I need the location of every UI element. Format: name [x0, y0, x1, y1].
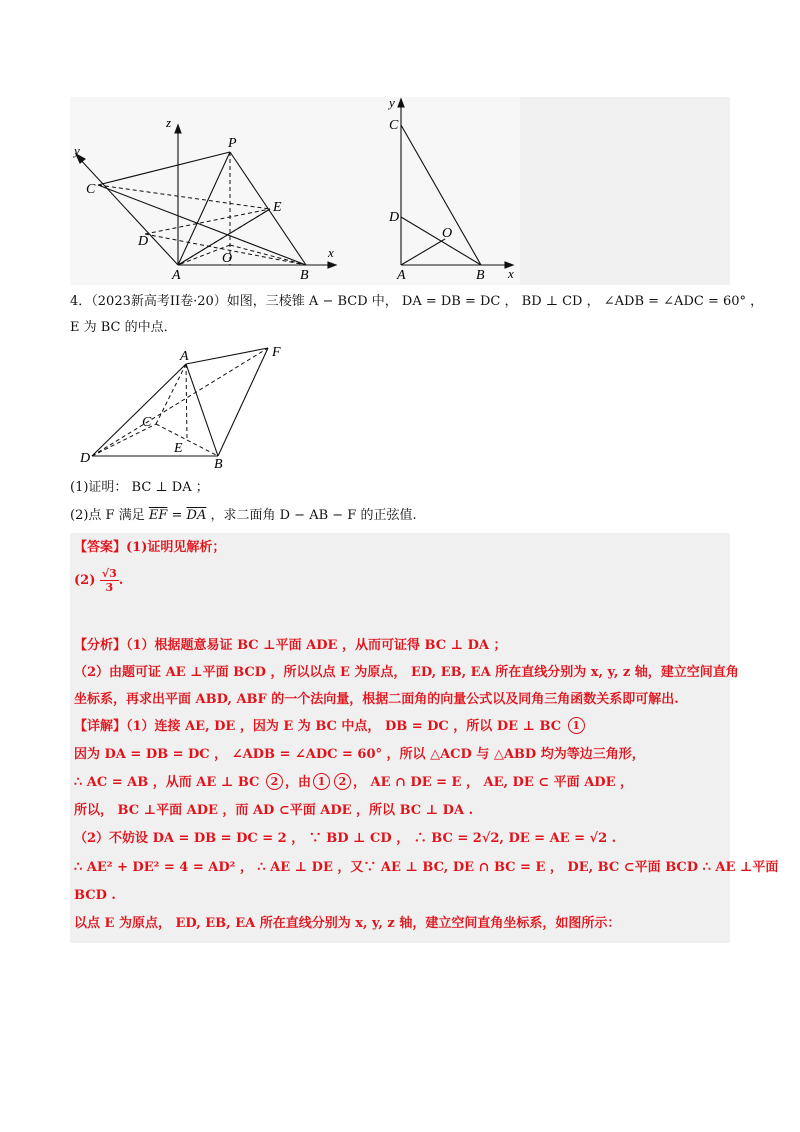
detail-line-8: 以点 E 为原点， ED, EB, EA 所在直线分别为 x, y, z 轴，建立空间直角坐标系，如图所示：: [74, 916, 621, 931]
question-2-tail: ，求二面角 D − AB − F 的正弦值.: [206, 508, 417, 523]
circled-number-1: 1: [568, 717, 585, 734]
label-E: E: [273, 200, 282, 215]
label-y: y: [74, 143, 80, 158]
label-B: B: [476, 268, 485, 283]
label-C: C: [86, 182, 96, 197]
detail-line-7: BCD .: [74, 888, 116, 903]
label-x: x: [508, 266, 514, 281]
detail-line-5: （2）不妨设 DA = DB = DC = 2 ， ∵ BD ⊥ CD ， ∴ BC = 2√2, DE = AE = √2 .: [74, 831, 617, 846]
problem-line-1: 4．（2023新高考II卷·20）如图，三棱锥 A − BCD 中， DA = DB = DC ， BD ⊥ CD ， ∠ADB = ∠ADC = 60° ，: [70, 294, 764, 309]
label-D: D: [138, 234, 149, 249]
label-P: P: [228, 136, 237, 151]
answer-2-prefix: (2): [74, 573, 100, 588]
label-B: B: [300, 268, 309, 283]
detail-line-1: [74, 717, 587, 737]
detail-3-text-c: ， AE ∩ DE = E ， AE, DE ⊂ 平面 ADE ，: [352, 775, 633, 790]
label-E: E: [174, 441, 183, 456]
answer-line-2: [74, 566, 123, 596]
detail-3-text-a: ∴ AC = AB ，从而 AE ⊥ BC: [74, 775, 264, 790]
tetrahedron-figure: [78, 340, 298, 470]
coordinate-figure-2d: [385, 97, 520, 285]
answer-line-1: 【答案】(1)证明见解析；: [74, 540, 226, 555]
detail-3-text-b: ，由: [284, 775, 311, 790]
coordinate-figure-3d: [70, 97, 360, 285]
detail-line-6: ∴ AE² + DE² = 4 = AD² ， ∴ AE ⊥ DE ，又∵ AE ⊥ BC, DE ∩ BC = E ， DE, BC ⊂平面 BCD ∴ AE ⊥平面: [74, 860, 779, 875]
label-D: D: [80, 451, 91, 466]
detail-line-4: 所以， BC ⊥平面 ADE ，而 AD ⊂平面 ADE ，所以 BC ⊥ DA .: [74, 803, 474, 818]
answer-2-suffix: .: [118, 573, 124, 588]
circled-number-1: 1: [313, 773, 330, 790]
problem-line-2: E 为 BC 的中点．: [70, 320, 177, 335]
label-O: O: [442, 226, 453, 241]
question-1: (1)证明： BC ⊥ DA ；: [70, 480, 209, 495]
label-A: A: [397, 268, 406, 283]
label-F: F: [272, 345, 281, 360]
label-D: D: [389, 210, 400, 225]
label-B: B: [214, 457, 223, 470]
fraction-denominator: 3: [105, 581, 114, 594]
label-x: x: [328, 245, 334, 260]
solution-panel: [70, 533, 730, 943]
label-C: C: [389, 118, 399, 133]
question-2-lead: (2)点 F 满足: [70, 508, 149, 523]
vector-EF: $\overline{EF}$: [148, 508, 168, 523]
label-y: y: [389, 97, 395, 110]
detail-1-text: 【详解】（1）连接 AE, DE ，因为 E 为 BC 中点， DB = DC ，所以 DE ⊥ BC: [74, 719, 566, 734]
vector-DA: $\overline{DA}$: [186, 508, 207, 523]
question-2: [70, 506, 417, 526]
label-C: C: [142, 415, 152, 430]
circled-number-2: 2: [266, 773, 283, 790]
label-z: z: [166, 115, 172, 130]
vector-equals: =: [167, 508, 187, 523]
analysis-line-1: 【分析】（1）根据题意易证 BC ⊥平面 ADE ，从而可证得 BC ⊥ DA ；: [74, 638, 507, 653]
label-A: A: [180, 349, 189, 364]
detail-line-3: [74, 773, 633, 793]
detail-line-2: 因为 DA = DB = DC ， ∠ADB = ∠ADC = 60° ，所以 △ACD 与 △ABD 均为等边三角形，: [74, 747, 645, 762]
answer-fraction: [100, 567, 119, 594]
circled-number-2: 2: [334, 773, 351, 790]
label-O: O: [222, 251, 233, 266]
fraction-numerator: √3: [101, 567, 117, 580]
analysis-line-2: （2）由题可证 AE ⊥平面 BCD ，所以以点 E 为原点， ED, EB, EA 所在直线分别为 x, y, z 轴，建立空间直角: [74, 665, 739, 680]
analysis-line-3: 坐标系，再求出平面 ABD, ABF 的一个法向量，根据二面角的向量公式以及同角三角函数关系即可解出.: [74, 692, 679, 707]
label-A: A: [172, 268, 181, 283]
